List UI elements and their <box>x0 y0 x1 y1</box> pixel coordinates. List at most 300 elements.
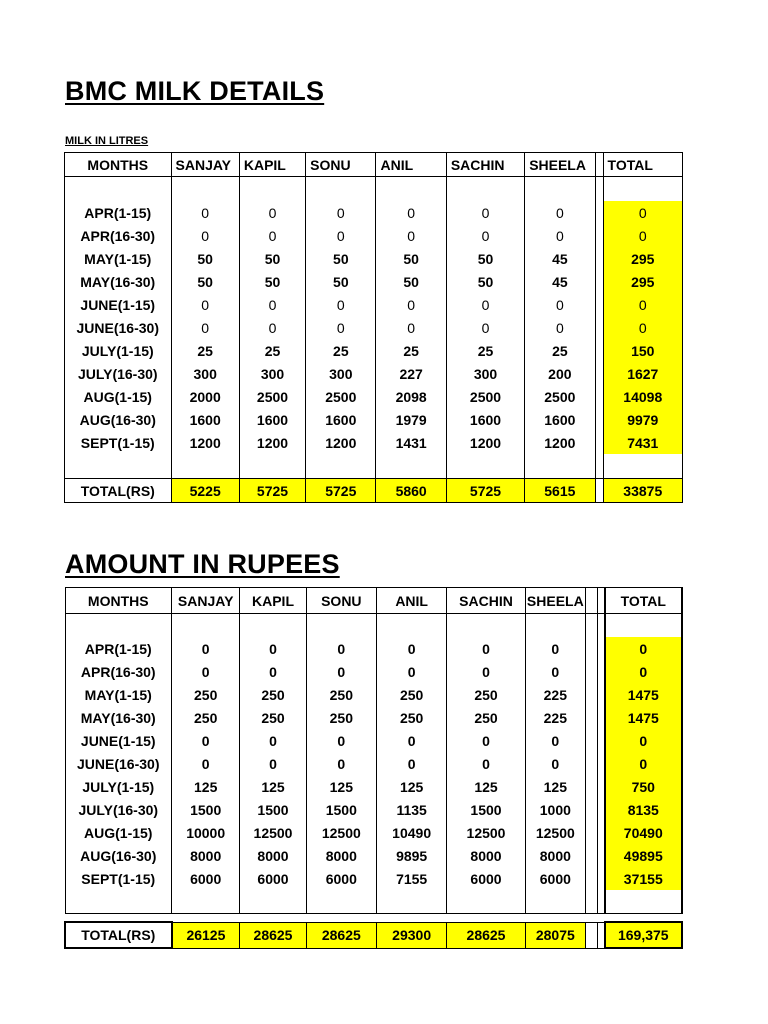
blank-cell <box>446 177 524 202</box>
value-cell: 12500 <box>447 821 525 844</box>
table-row <box>65 660 682 683</box>
blank-cell <box>525 454 595 479</box>
total-label: TOTAL(RS) <box>65 922 172 948</box>
value-cell: 25 <box>239 339 305 362</box>
blank-cell <box>240 614 306 638</box>
value-cell: 0 <box>306 201 376 224</box>
month-cell: JUNE(16-30) <box>65 316 172 339</box>
grand-total-cell: 169,375 <box>605 922 682 948</box>
value-cell: 0 <box>172 660 240 683</box>
total-label: TOTAL(RS) <box>65 479 172 503</box>
blank-cell <box>598 890 605 914</box>
value-cell: 50 <box>376 247 446 270</box>
spacer-cell <box>585 752 597 775</box>
total-value-cell: 5725 <box>306 479 376 503</box>
total-value-cell: 28075 <box>525 922 585 948</box>
value-cell: 0 <box>447 729 525 752</box>
row-total-cell: 1475 <box>605 683 682 706</box>
value-cell: 12500 <box>306 821 376 844</box>
table-row <box>65 637 682 660</box>
spacer-cell <box>595 385 603 408</box>
value-cell: 2500 <box>525 385 595 408</box>
spacer-cell <box>595 479 603 503</box>
month-cell: MAY(1-15) <box>65 683 172 706</box>
value-cell: 0 <box>446 316 524 339</box>
row-total-cell: 0 <box>603 316 682 339</box>
spacer-cell <box>595 339 603 362</box>
table-row <box>65 798 682 821</box>
blank-cell <box>376 454 446 479</box>
gap-row <box>65 914 682 923</box>
blank-cell <box>171 177 239 202</box>
value-cell: 25 <box>171 339 239 362</box>
value-cell: 2500 <box>239 385 305 408</box>
col-header-total: TOTAL <box>603 153 682 177</box>
value-cell: 0 <box>306 224 376 247</box>
blank-cell <box>446 454 524 479</box>
row-total-cell: 70490 <box>605 821 682 844</box>
value-cell: 0 <box>239 224 305 247</box>
value-cell: 50 <box>171 270 239 293</box>
value-cell: 0 <box>376 224 446 247</box>
blank-cell <box>447 614 525 638</box>
value-cell: 300 <box>306 362 376 385</box>
total-value-cell: 29300 <box>376 922 446 948</box>
value-cell: 0 <box>240 729 306 752</box>
value-cell: 10490 <box>376 821 446 844</box>
total-value-cell: 28625 <box>240 922 306 948</box>
value-cell: 2500 <box>446 385 524 408</box>
row-total-cell: 14098 <box>603 385 682 408</box>
value-cell: 125 <box>447 775 525 798</box>
col-header-sonu: SONU <box>306 153 376 177</box>
month-cell: JULY(1-15) <box>65 339 172 362</box>
value-cell: 300 <box>171 362 239 385</box>
blank-cell <box>172 890 240 914</box>
value-cell: 0 <box>306 729 376 752</box>
col-header-months: MONTHS <box>65 588 172 614</box>
row-total-cell: 0 <box>605 752 682 775</box>
value-cell: 25 <box>525 339 595 362</box>
value-cell: 0 <box>240 660 306 683</box>
value-cell: 1200 <box>239 431 305 454</box>
value-cell: 0 <box>376 201 446 224</box>
value-cell: 0 <box>525 201 595 224</box>
value-cell: 1200 <box>306 431 376 454</box>
value-cell: 300 <box>446 362 524 385</box>
value-cell: 125 <box>172 775 240 798</box>
spacer-cell <box>585 637 597 660</box>
value-cell: 0 <box>525 293 595 316</box>
row-total-cell: 0 <box>603 201 682 224</box>
value-cell: 0 <box>239 201 305 224</box>
month-cell: AUG(1-15) <box>65 385 172 408</box>
value-cell: 225 <box>525 683 585 706</box>
row-total-cell: 150 <box>603 339 682 362</box>
row-total-cell: 0 <box>603 293 682 316</box>
month-cell: JULY(16-30) <box>65 798 172 821</box>
col-header-sheela: SHEELA <box>525 153 595 177</box>
col-header-spacer <box>598 588 605 614</box>
value-cell: 50 <box>446 270 524 293</box>
blank-cell <box>65 454 172 479</box>
table-row <box>65 201 683 224</box>
blank-cell <box>525 614 585 638</box>
value-cell: 227 <box>376 362 446 385</box>
spacer-cell <box>598 729 605 752</box>
month-cell: JULY(1-15) <box>65 775 172 798</box>
blank-cell <box>525 177 595 202</box>
table-row <box>65 224 683 247</box>
spacer-cell <box>585 683 597 706</box>
value-cell: 1500 <box>306 798 376 821</box>
total-value-cell: 5225 <box>171 479 239 503</box>
value-cell: 0 <box>239 293 305 316</box>
spacer-cell <box>595 362 603 385</box>
col-header-sachin: SACHIN <box>447 588 525 614</box>
row-total-cell: 295 <box>603 270 682 293</box>
spacer-cell <box>598 775 605 798</box>
col-header-sonu: SONU <box>306 588 376 614</box>
col-header-spacer <box>585 588 597 614</box>
blank-cell <box>240 890 306 914</box>
spacer-cell <box>598 752 605 775</box>
value-cell: 0 <box>525 316 595 339</box>
total-value-cell: 5725 <box>239 479 305 503</box>
blank-cell <box>239 177 305 202</box>
spacer-cell <box>585 867 597 890</box>
blank-cell <box>585 614 597 638</box>
month-cell: APR(16-30) <box>65 660 172 683</box>
total-value-cell: 28625 <box>447 922 525 948</box>
blank-cell <box>306 177 376 202</box>
row-total-cell: 49895 <box>605 844 682 867</box>
table-row <box>65 867 682 890</box>
value-cell: 0 <box>172 729 240 752</box>
table-row <box>65 821 682 844</box>
month-cell: JUNE(1-15) <box>65 729 172 752</box>
value-cell: 1600 <box>446 408 524 431</box>
row-total-cell: 0 <box>605 729 682 752</box>
row-total-cell: 7431 <box>603 431 682 454</box>
value-cell: 8000 <box>240 844 306 867</box>
value-cell: 0 <box>240 752 306 775</box>
value-cell: 250 <box>306 683 376 706</box>
col-header-kapil: KAPIL <box>239 153 305 177</box>
value-cell: 0 <box>525 752 585 775</box>
table-row <box>65 270 683 293</box>
blank-cell <box>585 890 597 914</box>
spacer-cell <box>598 637 605 660</box>
value-cell: 0 <box>446 224 524 247</box>
value-cell: 25 <box>376 339 446 362</box>
spacer-cell <box>595 431 603 454</box>
value-cell: 300 <box>239 362 305 385</box>
value-cell: 45 <box>525 270 595 293</box>
spacer-cell <box>595 408 603 431</box>
value-cell: 1431 <box>376 431 446 454</box>
month-cell: MAY(16-30) <box>65 270 172 293</box>
spacer-cell <box>585 798 597 821</box>
value-cell: 0 <box>447 660 525 683</box>
value-cell: 0 <box>306 660 376 683</box>
value-cell: 125 <box>525 775 585 798</box>
value-cell: 250 <box>376 706 446 729</box>
value-cell: 2500 <box>306 385 376 408</box>
value-cell: 8000 <box>306 844 376 867</box>
value-cell: 250 <box>306 706 376 729</box>
value-cell: 12500 <box>525 821 585 844</box>
spacer-cell <box>598 821 605 844</box>
value-cell: 0 <box>376 729 446 752</box>
table-row <box>65 729 682 752</box>
spacer-cell <box>585 775 597 798</box>
amount-rupees-table <box>64 587 683 949</box>
row-total-cell: 9979 <box>603 408 682 431</box>
blank-cell <box>595 177 603 202</box>
col-header-anil: ANIL <box>376 588 446 614</box>
value-cell: 1135 <box>376 798 446 821</box>
blank-row <box>65 177 683 202</box>
value-cell: 0 <box>376 293 446 316</box>
col-header-kapil: KAPIL <box>240 588 306 614</box>
value-cell: 1500 <box>447 798 525 821</box>
value-cell: 1600 <box>525 408 595 431</box>
table-row <box>65 362 683 385</box>
value-cell: 50 <box>446 247 524 270</box>
row-total-cell: 8135 <box>605 798 682 821</box>
month-cell: APR(1-15) <box>65 201 172 224</box>
month-cell: JUNE(1-15) <box>65 293 172 316</box>
table-row <box>65 706 682 729</box>
blank-cell <box>172 614 240 638</box>
value-cell: 25 <box>306 339 376 362</box>
total-value-cell: 5615 <box>525 479 595 503</box>
blank-cell <box>598 614 605 638</box>
spacer-cell <box>585 729 597 752</box>
total-value-cell: 5725 <box>446 479 524 503</box>
value-cell: 125 <box>240 775 306 798</box>
value-cell: 1000 <box>525 798 585 821</box>
value-cell: 50 <box>376 270 446 293</box>
col-header-sanjay: SANJAY <box>172 588 240 614</box>
table-row <box>65 431 683 454</box>
value-cell: 0 <box>306 752 376 775</box>
blank-cell <box>605 890 682 914</box>
value-cell: 6000 <box>525 867 585 890</box>
table-row <box>65 316 683 339</box>
spacer-cell <box>595 224 603 247</box>
value-cell: 0 <box>239 316 305 339</box>
blank-cell <box>306 454 376 479</box>
value-cell: 0 <box>525 224 595 247</box>
blank-row <box>65 614 682 638</box>
table-row <box>65 683 682 706</box>
total-value-cell: 26125 <box>172 922 240 948</box>
value-cell: 6000 <box>172 867 240 890</box>
month-cell: AUG(16-30) <box>65 844 172 867</box>
spacer-cell <box>585 660 597 683</box>
blank-cell <box>306 890 376 914</box>
row-total-cell: 1627 <box>603 362 682 385</box>
value-cell: 1200 <box>171 431 239 454</box>
row-total-cell: 37155 <box>605 867 682 890</box>
spacer-cell <box>595 270 603 293</box>
col-header-total: TOTAL <box>605 588 682 614</box>
spacer-cell <box>598 922 605 948</box>
value-cell: 50 <box>239 247 305 270</box>
value-cell: 0 <box>376 752 446 775</box>
value-cell: 0 <box>306 293 376 316</box>
spacer-cell <box>598 683 605 706</box>
month-cell: AUG(1-15) <box>65 821 172 844</box>
spacer-cell <box>595 293 603 316</box>
blank-cell <box>171 454 239 479</box>
spacer-cell <box>595 316 603 339</box>
table-row <box>65 844 682 867</box>
total-value-cell: 28625 <box>306 922 376 948</box>
value-cell: 0 <box>446 201 524 224</box>
blank-cell <box>525 890 585 914</box>
month-cell: APR(16-30) <box>65 224 172 247</box>
month-cell: APR(1-15) <box>65 637 172 660</box>
value-cell: 250 <box>172 683 240 706</box>
spacer-cell <box>585 706 597 729</box>
col-header-sachin: SACHIN <box>446 153 524 177</box>
value-cell: 0 <box>171 316 239 339</box>
value-cell: 250 <box>447 706 525 729</box>
blank-cell <box>605 614 682 638</box>
value-cell: 250 <box>240 706 306 729</box>
col-header-sheela: SHEELA <box>525 588 585 614</box>
spacer-cell <box>585 922 597 948</box>
table-row <box>65 293 683 316</box>
value-cell: 1200 <box>525 431 595 454</box>
value-cell: 0 <box>172 752 240 775</box>
col-header-sanjay: SANJAY <box>171 153 239 177</box>
value-cell: 0 <box>306 637 376 660</box>
value-cell: 250 <box>172 706 240 729</box>
blank-cell <box>603 454 682 479</box>
value-cell: 12500 <box>240 821 306 844</box>
blank-row <box>65 890 682 914</box>
col-header-months: MONTHS <box>65 153 172 177</box>
value-cell: 9895 <box>376 844 446 867</box>
value-cell: 8000 <box>172 844 240 867</box>
spacer-cell <box>598 660 605 683</box>
value-cell: 8000 <box>525 844 585 867</box>
value-cell: 0 <box>171 201 239 224</box>
value-cell: 0 <box>306 316 376 339</box>
table-header-row <box>65 153 683 177</box>
total-value-cell: 5860 <box>376 479 446 503</box>
value-cell: 0 <box>171 224 239 247</box>
spacer-cell <box>598 706 605 729</box>
spacer-cell <box>598 844 605 867</box>
value-cell: 45 <box>525 247 595 270</box>
blank-cell <box>376 890 446 914</box>
blank-cell <box>65 890 172 914</box>
table-row <box>65 408 683 431</box>
value-cell: 0 <box>446 293 524 316</box>
value-cell: 25 <box>446 339 524 362</box>
blank-row <box>65 454 683 479</box>
value-cell: 125 <box>376 775 446 798</box>
row-total-cell: 1475 <box>605 706 682 729</box>
value-cell: 8000 <box>447 844 525 867</box>
value-cell: 1200 <box>446 431 524 454</box>
table-subtitle: MILK IN LITRES <box>65 135 149 147</box>
value-cell: 2098 <box>376 385 446 408</box>
spacer-cell <box>598 798 605 821</box>
value-cell: 50 <box>239 270 305 293</box>
value-cell: 10000 <box>172 821 240 844</box>
value-cell: 250 <box>447 683 525 706</box>
col-header-anil: ANIL <box>376 153 446 177</box>
spacer-cell <box>585 844 597 867</box>
value-cell: 0 <box>172 637 240 660</box>
value-cell: 1600 <box>306 408 376 431</box>
value-cell: 6000 <box>306 867 376 890</box>
total-row <box>65 922 682 948</box>
value-cell: 0 <box>525 660 585 683</box>
value-cell: 0 <box>447 752 525 775</box>
section-title-amount: AMOUNT IN RUPEES <box>65 549 340 579</box>
value-cell: 50 <box>171 247 239 270</box>
month-cell: JUNE(16-30) <box>65 752 172 775</box>
value-cell: 1500 <box>172 798 240 821</box>
value-cell: 7155 <box>376 867 446 890</box>
row-total-cell: 0 <box>603 224 682 247</box>
blank-cell <box>306 614 376 638</box>
row-total-cell: 750 <box>605 775 682 798</box>
month-cell: JULY(16-30) <box>65 362 172 385</box>
spacer-cell <box>595 201 603 224</box>
value-cell: 0 <box>376 660 446 683</box>
spacer-cell <box>585 821 597 844</box>
row-total-cell: 0 <box>605 637 682 660</box>
value-cell: 1979 <box>376 408 446 431</box>
value-cell: 125 <box>306 775 376 798</box>
table-row <box>65 385 683 408</box>
value-cell: 250 <box>240 683 306 706</box>
table-row <box>65 339 683 362</box>
col-header-spacer <box>595 153 603 177</box>
value-cell: 1600 <box>171 408 239 431</box>
row-total-cell: 295 <box>603 247 682 270</box>
blank-cell <box>447 890 525 914</box>
value-cell: 0 <box>525 729 585 752</box>
table-header-row <box>65 588 682 614</box>
grand-total-cell: 33875 <box>603 479 682 503</box>
blank-cell <box>65 177 172 202</box>
gap-cell <box>65 914 682 923</box>
value-cell: 200 <box>525 362 595 385</box>
value-cell: 225 <box>525 706 585 729</box>
table-row <box>65 247 683 270</box>
blank-cell <box>376 614 446 638</box>
value-cell: 0 <box>447 637 525 660</box>
spacer-cell <box>598 867 605 890</box>
value-cell: 1600 <box>239 408 305 431</box>
value-cell: 50 <box>306 247 376 270</box>
value-cell: 6000 <box>240 867 306 890</box>
month-cell: MAY(1-15) <box>65 247 172 270</box>
value-cell: 0 <box>525 637 585 660</box>
blank-cell <box>239 454 305 479</box>
blank-cell <box>65 614 172 638</box>
month-cell: SEPT(1-15) <box>65 431 172 454</box>
